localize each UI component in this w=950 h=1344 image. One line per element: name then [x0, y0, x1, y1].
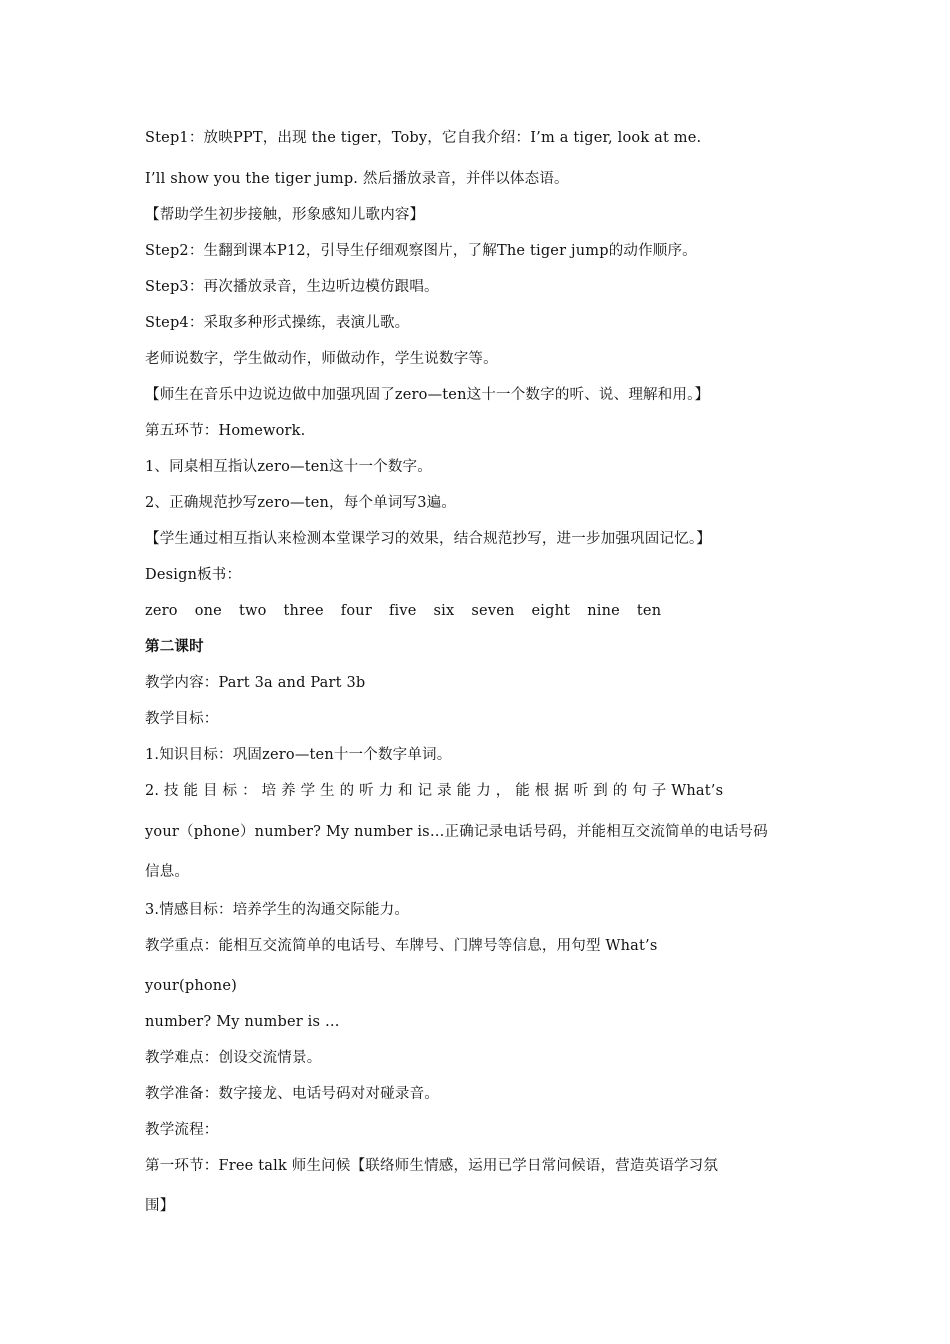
- difficult-points-line: 教学难点：创设交流情景。: [145, 1050, 322, 1066]
- teacher-activity-line: 老师说数字，学生做动作，师做动作，学生说数字等。: [145, 351, 498, 367]
- preparation-line: 教学准备：数字接龙、电话号码对对碰录音。: [145, 1086, 439, 1102]
- note-line-2: 【师生在音乐中边说边做中加强巩固了zero—ten这十一个数字的听、说、理解和用。】: [145, 387, 710, 403]
- note-line-1: 【帮助学生初步接触，形象感知儿歌内容】: [145, 207, 425, 223]
- step1-line: Step1：放映PPT，出现 the tiger，Toby，它自我介绍：I’m a tiger, look at me.: [145, 130, 702, 146]
- goal-knowledge-line: 1.知识目标：巩固zero—ten十一个数字单词。: [145, 747, 452, 763]
- key-points-end: number? My number is …: [145, 1014, 340, 1030]
- goal-emotion-line: 3.情感目标：培养学生的沟通交际能力。: [145, 902, 410, 918]
- number-words-row: [145, 601, 678, 621]
- number-word: eight: [531, 603, 571, 619]
- step4-line: Step4：采取多种形式操练，表演儿歌。: [145, 315, 410, 331]
- number-word: five: [388, 603, 417, 619]
- goal-skill-continuation: your（phone）number? My number is…正确记录电话号码，并能相互交流简单的电话号码: [145, 824, 768, 840]
- homework-item-1: 1、同桌相互指认zero—ten这十一个数字。: [145, 459, 432, 475]
- number-word: one: [194, 603, 222, 619]
- number-word: three: [283, 603, 324, 619]
- key-points-continuation: your(phone): [145, 978, 237, 994]
- step1-continuation: I’ll show you the tiger jump. 然后播放录音，并伴以体态语。: [145, 171, 569, 187]
- goal-skill-line: 2. 技 能 目 标 ： 培 养 学 生 的 听 力 和 记 录 能 力 ， 能 根 据 听 到 的 句 子 What’s: [145, 783, 724, 799]
- teaching-content-line: 教学内容：Part 3a and Part 3b: [145, 675, 366, 691]
- homework-heading: 第五环节：Homework.: [145, 423, 306, 439]
- homework-item-2: 2、正确规范抄写zero—ten，每个单词写3遍。: [145, 495, 457, 511]
- number-word: zero: [145, 603, 178, 619]
- free-talk-end: 围】: [145, 1198, 175, 1214]
- number-word: ten: [636, 603, 662, 619]
- design-heading: Design板书：: [145, 567, 242, 583]
- goal-skill-end: 信息。: [145, 864, 190, 880]
- key-points-line: 教学重点：能相互交流简单的电话号、车牌号、门牌号等信息，用句型 What’s: [145, 938, 658, 954]
- number-word: seven: [471, 603, 515, 619]
- number-word: two: [238, 603, 267, 619]
- teaching-goals-heading: 教学目标：: [145, 711, 219, 727]
- free-talk-line: 第一环节：Free talk 师生问候【联络师生情感，运用已学日常问候语，营造英语学习氛: [145, 1158, 719, 1174]
- number-word: nine: [587, 603, 620, 619]
- section-heading-second-lesson: 第二课时: [145, 639, 204, 655]
- process-heading: 教学流程：: [145, 1122, 219, 1138]
- number-word: six: [433, 603, 455, 619]
- step2-line: Step2：生翻到课本P12，引导生仔细观察图片，了解The tiger jump的动作顺序。: [145, 243, 697, 259]
- step3-line: Step3：再次播放录音，生边听边模仿跟唱。: [145, 279, 439, 295]
- number-word: four: [340, 603, 372, 619]
- note-line-3: 【学生通过相互指认来检测本堂课学习的效果，结合规范抄写，进一步加强巩固记忆。】: [145, 531, 712, 547]
